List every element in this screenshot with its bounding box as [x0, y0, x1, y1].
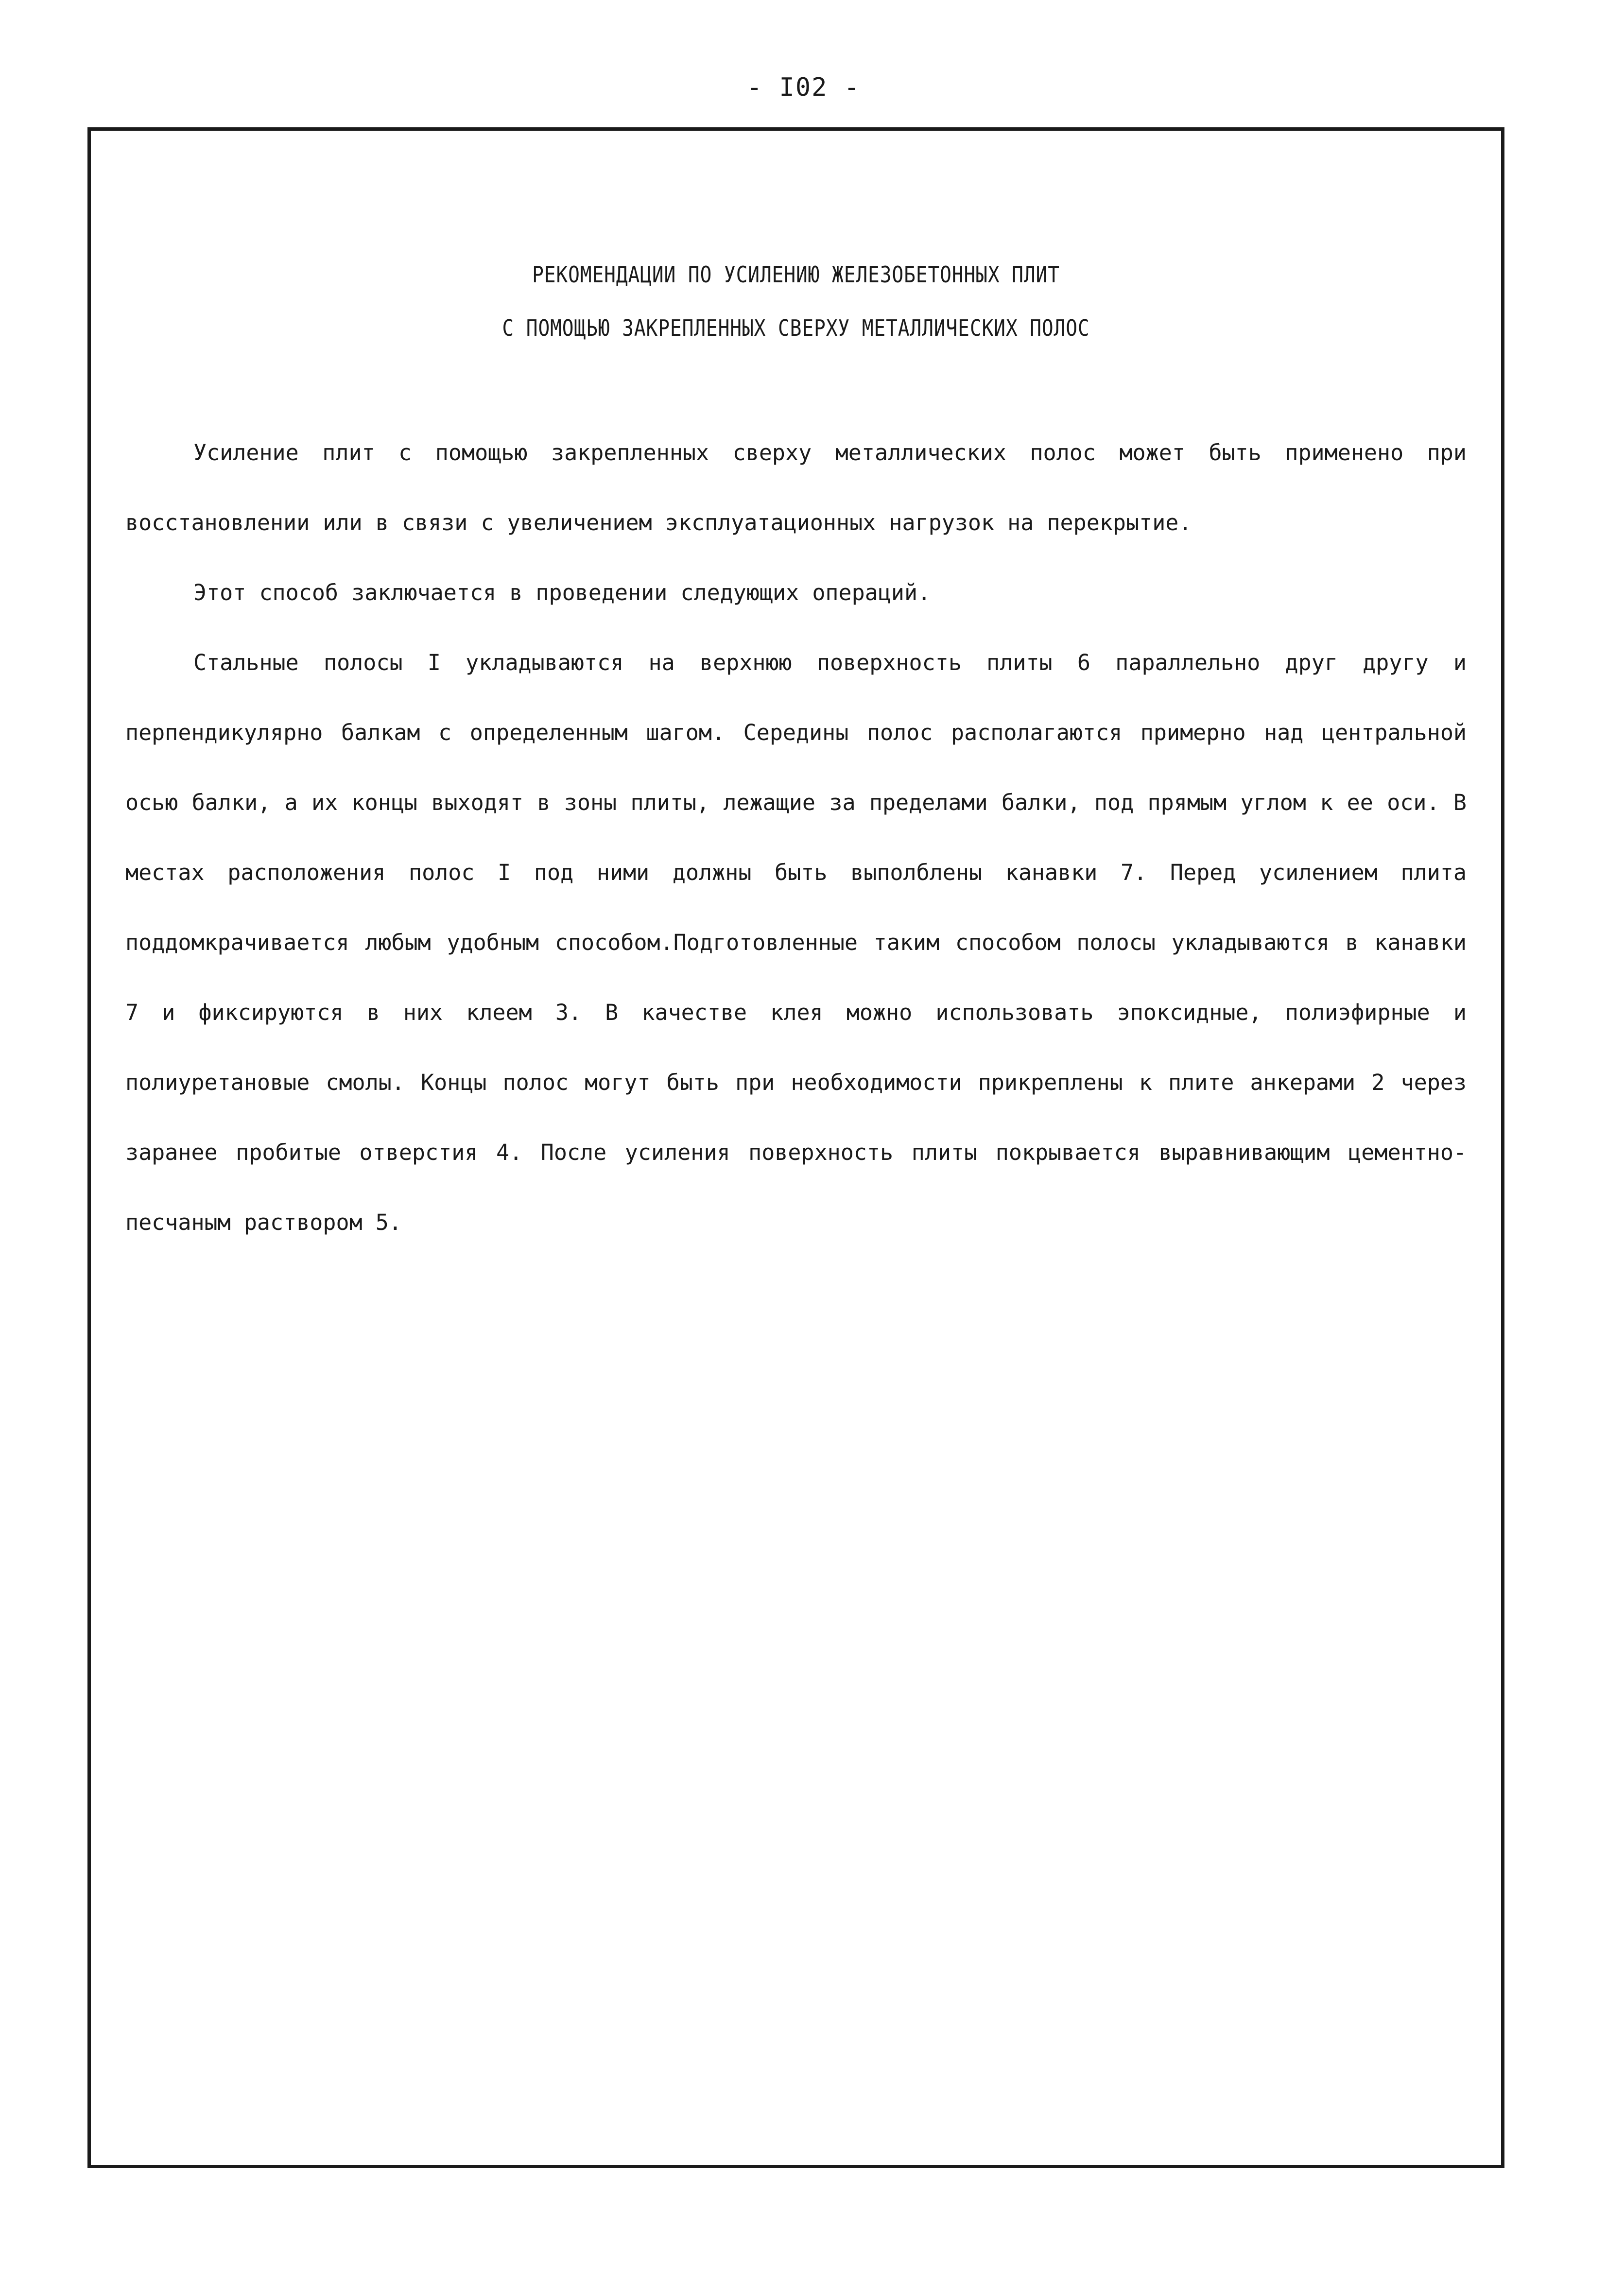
paragraph: Стальные полосы I укладываются на верхнюю поверхность плиты 6 параллельно друг другу и перпендикулярно балкам с определенным шагом. Середины полос располагаются примерно над центральной осью балки, а их концы выходят в зоны плиты, лежащие за пределами балки, под прямым углом к ее оси. В местах расположения полос I под ними должны быть выполблены канавки 7. Перед усилением плита поддомкрачивается любым удобным способом.Подготовленные таким способом полосы укладываются в канавки 7 и фиксируются в них клеем 3. В качестве клея можно использовать эпоксидные, полиэфирные и полиуретановые смолы. Концы полос могут быть при необходимости прикреплены к плите анкерами 2 через заранее пробитые отверстия 4. После усиления поверхность плиты покрывается выравнивающим цементно-песчаным раствором 5. — [125, 650, 1467, 1235]
document-title — [187, 248, 1405, 355]
title-line-2: С ПОМОЩЬЮ ЗАКРЕПЛЕННЫХ СВЕРХУ МЕТАЛЛИЧЕСКИХ ПОЛОС — [502, 315, 1090, 341]
title-line-1: РЕКОМЕНДАЦИИ ПО УСИЛЕНИЮ ЖЕЛЕЗОБЕТОННЫХ ПЛИТ — [532, 261, 1060, 288]
document-body — [125, 418, 1467, 1258]
paragraph: Усиление плит с помощью закрепленных сверху металлических полос может быть применено при восстановлении или в связи с увеличением эксплуатационных нагрузок на перекрытие. — [125, 440, 1467, 535]
paragraph: Этот способ заключается в проведении следующих операций. — [193, 580, 931, 605]
page-number: - I02 - — [746, 73, 861, 102]
